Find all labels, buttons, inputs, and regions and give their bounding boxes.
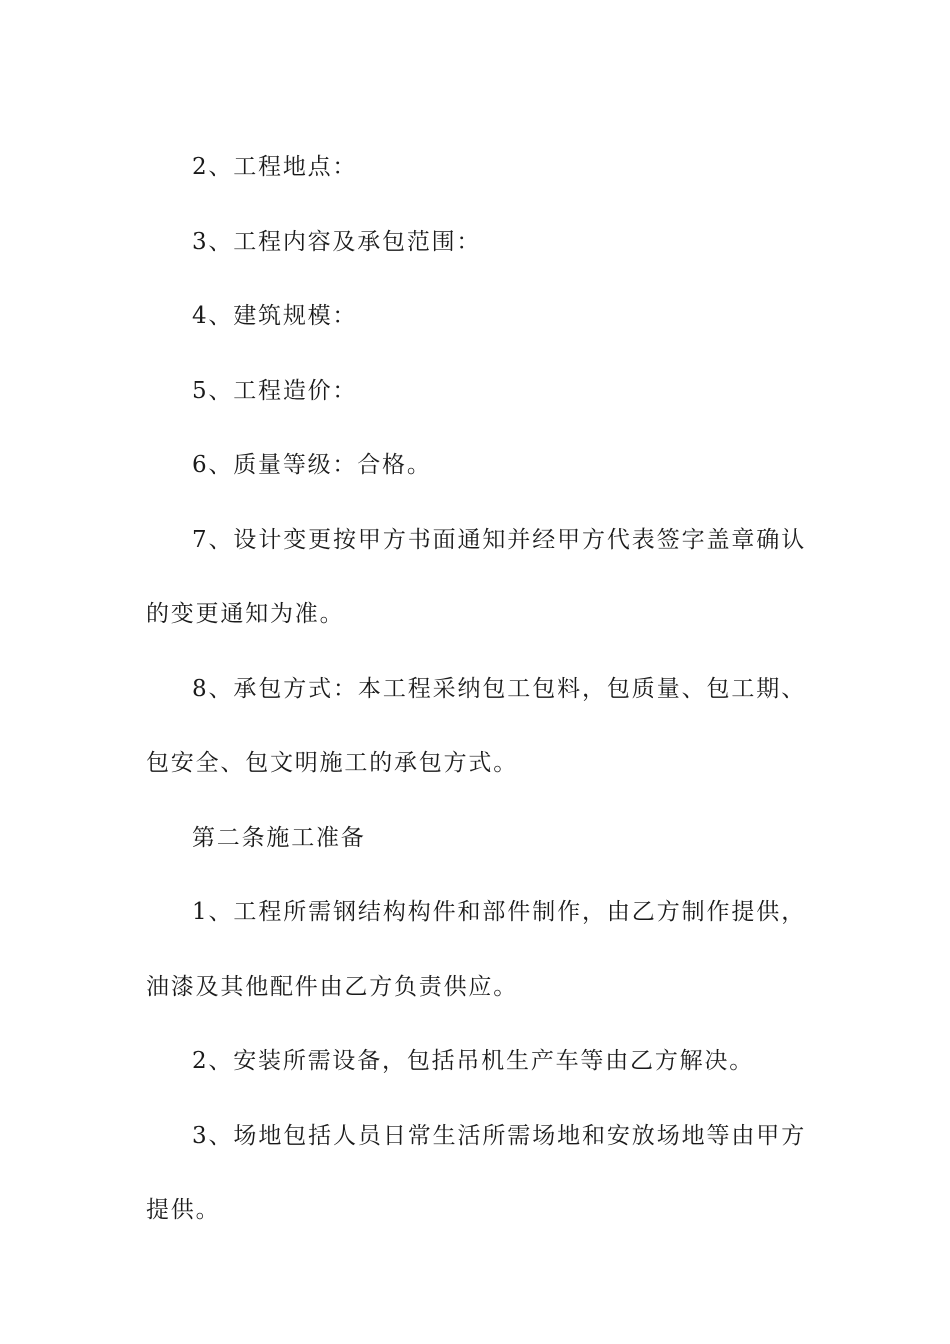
document-body (146, 130, 806, 1248)
clause-item-contract-method: 8、承包方式：本工程采纳包工包料，包质量、包工期、包安全、包文明施工的承包方式。 (146, 675, 806, 776)
section-heading-construction-prep: 第二条施工准备 (192, 824, 366, 851)
clause-item-project-cost: 5、工程造价： (192, 377, 358, 404)
clause-item-project-location: 2、工程地点： (192, 154, 358, 180)
clause-item-quality-grade: 6、质量等级：合格。 (192, 452, 432, 478)
clause-item-project-scope: 3、工程内容及承包范围： (192, 228, 482, 255)
clause-item-site-provision: 3、场地包括人员日常生活所需场地和安放场地等由甲方提供。 (146, 1122, 806, 1223)
clause-item-design-change: 7、设计变更按甲方书面通知并经甲方代表签字盖章确认的变更通知为准。 (146, 526, 806, 627)
clause-item-steel-components: 1、工程所需钢结构构件和部件制作，由乙方制作提供，油漆及其他配件由乙方负责供应。 (146, 899, 806, 1000)
clause-item-installation-equipment: 2、安装所需设备，包括吊机生产车等由乙方解决。 (192, 1048, 755, 1074)
clause-item-building-scale: 4、建筑规模： (192, 303, 358, 329)
